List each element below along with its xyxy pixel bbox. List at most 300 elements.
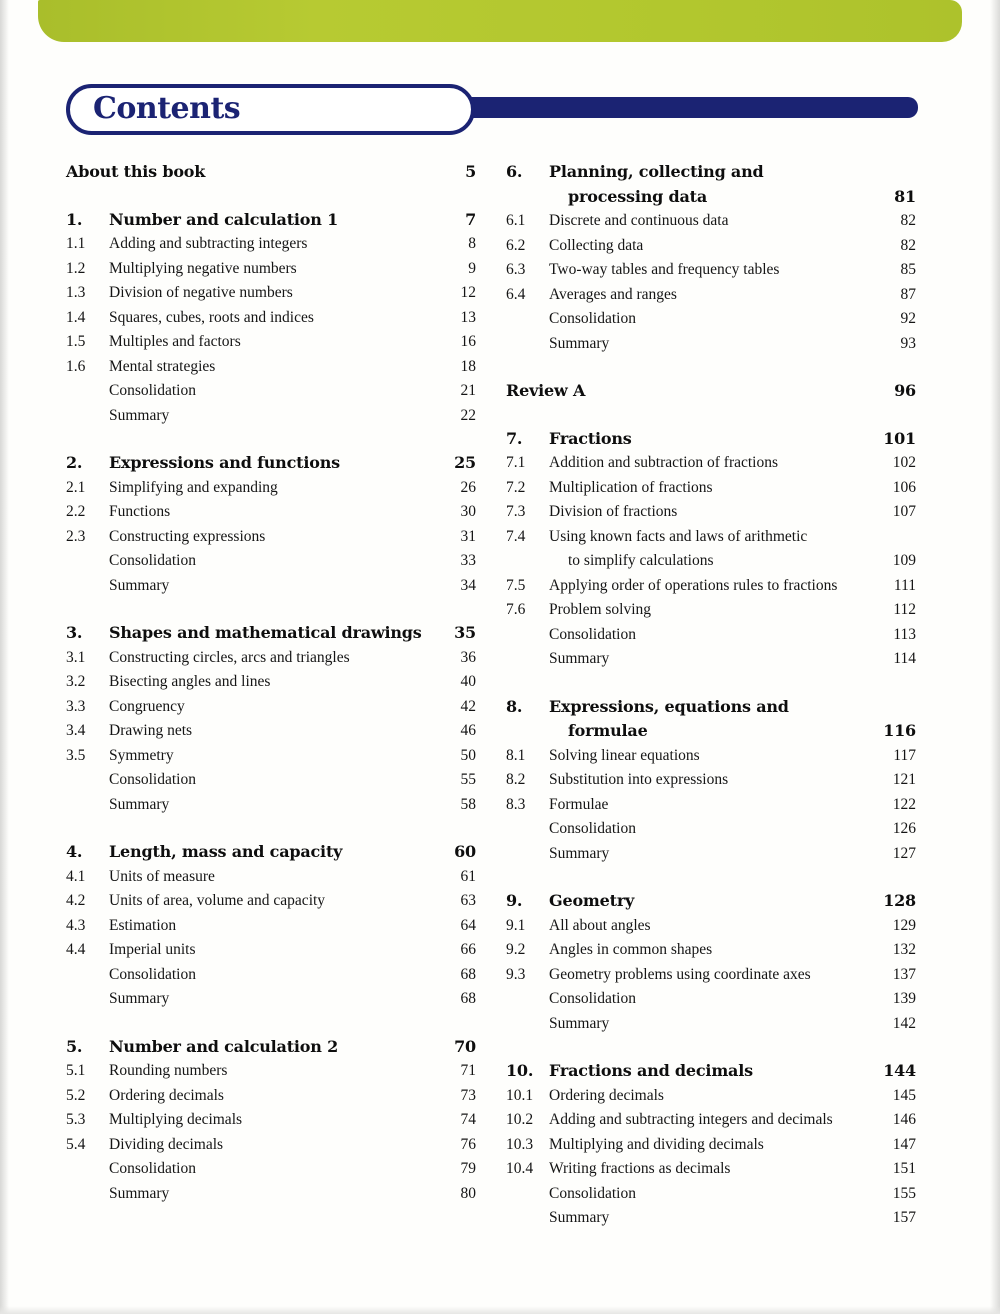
toc-section xyxy=(506,889,916,1036)
toc-item-row xyxy=(66,525,476,550)
entry-page-number: 144 xyxy=(883,1061,916,1080)
entry-title-line: Summary xyxy=(549,334,610,352)
toc-item-row xyxy=(506,525,916,574)
toc-item-row xyxy=(66,379,476,404)
entry-title-line: Review A xyxy=(506,381,586,400)
toc-item-row xyxy=(506,1108,916,1133)
entry-number: 5.3 xyxy=(66,1111,86,1128)
entry-title-line: Dividing decimals xyxy=(109,1135,224,1153)
entry-page-number: 109 xyxy=(892,552,916,569)
entry-page-number: 122 xyxy=(892,795,916,813)
entry-number: 1.5 xyxy=(66,333,86,350)
entry-title xyxy=(549,938,882,963)
entry-title-line: Ordering decimals xyxy=(109,1086,224,1104)
entry-title-line: Fractions and decimals xyxy=(549,1061,753,1080)
toc-chapter-row xyxy=(506,427,916,452)
entry-page-number: 63 xyxy=(460,892,476,909)
entry-number: 10.1 xyxy=(506,1086,534,1104)
entry-number: 3.5 xyxy=(66,746,86,764)
toc-column-right xyxy=(506,160,916,1231)
entry-title xyxy=(549,500,882,525)
entry-title xyxy=(109,525,442,550)
entry-page-number: 60 xyxy=(454,842,476,861)
toc-chapter-row xyxy=(66,840,476,865)
entry-title xyxy=(506,379,882,404)
title-rule xyxy=(430,97,918,118)
toc-item-row xyxy=(506,1206,916,1231)
entry-number: 1.6 xyxy=(66,357,86,375)
entry-number: 8. xyxy=(506,696,523,716)
entry-title-line: Adding and subtracting integers xyxy=(109,235,308,252)
toc-section xyxy=(506,160,916,356)
toc-item-row xyxy=(506,332,916,357)
toc-section xyxy=(66,208,476,429)
entry-title-line: Consolidation xyxy=(549,1184,636,1202)
entry-title-line: Collecting data xyxy=(549,236,644,254)
toc-item-row xyxy=(506,598,916,623)
entry-title xyxy=(549,793,882,818)
toc-chapter-row xyxy=(66,621,476,646)
entry-page-number: 55 xyxy=(460,771,476,788)
entry-number: 2.1 xyxy=(66,478,86,496)
entry-number: 7. xyxy=(506,428,523,448)
entry-page-number: 71 xyxy=(460,1062,476,1079)
entry-title-line: Summary xyxy=(109,576,170,594)
entry-title xyxy=(109,306,442,331)
toc-item-row xyxy=(506,283,916,308)
toc-item-row xyxy=(66,232,476,257)
entry-title xyxy=(109,404,442,429)
entry-page-number: 155 xyxy=(892,1184,916,1202)
entry-title-line: Fractions xyxy=(549,428,632,448)
entry-title-line: to simplify calculations xyxy=(568,552,714,569)
entry-title-line: Writing fractions as decimals xyxy=(549,1160,731,1177)
entry-page-number: 111 xyxy=(893,576,916,594)
toc-item-row xyxy=(66,1157,476,1182)
toc-item-row xyxy=(66,574,476,599)
entry-page-number: 18 xyxy=(460,357,476,375)
toc-section xyxy=(66,160,476,185)
entry-page-number: 96 xyxy=(894,381,916,400)
toc-item-row xyxy=(506,842,916,867)
entry-title xyxy=(109,938,442,963)
entry-page-number: 12 xyxy=(460,284,476,301)
entry-title-line: Consolidation xyxy=(549,625,636,643)
entry-title-line: Constructing expressions xyxy=(109,527,266,545)
toc-item-row xyxy=(66,1182,476,1207)
entry-title-line: Discrete and continuous data xyxy=(549,212,729,229)
entry-title-line: Summary xyxy=(549,1209,610,1226)
toc-item-row xyxy=(66,646,476,671)
toc-item-row xyxy=(506,938,916,963)
entry-number: 4.2 xyxy=(66,892,86,909)
entry-page-number: 26 xyxy=(460,478,476,496)
entry-title xyxy=(109,695,442,720)
entry-page-number: 82 xyxy=(900,236,916,254)
entry-title xyxy=(549,332,882,357)
toc-item-row xyxy=(66,670,476,695)
entry-title-line: Summary xyxy=(549,1014,610,1032)
entry-title xyxy=(109,744,442,769)
toc-chapter-row xyxy=(66,451,476,476)
entry-number: 10.4 xyxy=(506,1160,534,1177)
toc-item-row xyxy=(506,1157,916,1182)
toc-item-row xyxy=(506,1182,916,1207)
entry-title-line: Substitution into expressions xyxy=(549,771,729,788)
entry-title xyxy=(109,232,442,257)
entry-page-number: 114 xyxy=(893,650,916,667)
entry-title-line: All about angles xyxy=(549,916,651,934)
toc-item-row xyxy=(66,1133,476,1158)
header-banner xyxy=(38,0,962,42)
entry-title xyxy=(109,574,442,599)
entry-title xyxy=(549,963,882,988)
entry-title xyxy=(549,842,882,867)
entry-title-line: Consolidation xyxy=(109,965,196,983)
toc-item-row xyxy=(66,281,476,306)
entry-title-line: Angles in common shapes xyxy=(549,941,713,958)
entry-title-line: Ordering decimals xyxy=(549,1086,664,1104)
toc-item-row xyxy=(506,258,916,283)
entry-page-number: 137 xyxy=(892,965,916,983)
entry-number: 9. xyxy=(506,891,523,910)
toc-item-row xyxy=(66,719,476,744)
entry-page-number: 40 xyxy=(460,673,476,690)
entry-title xyxy=(549,476,882,501)
entry-title-line: Geometry xyxy=(549,891,635,910)
entry-page-number: 35 xyxy=(454,623,476,642)
entry-number: 7.5 xyxy=(506,576,526,594)
entry-title xyxy=(549,160,882,209)
entry-number: 6.1 xyxy=(506,212,526,229)
entry-title-line: Summary xyxy=(109,795,170,813)
entry-number: 9.2 xyxy=(506,941,526,958)
entry-number: 8.2 xyxy=(506,771,526,788)
entry-title-line: Rounding numbers xyxy=(109,1062,228,1079)
entry-title xyxy=(109,865,442,890)
entry-number: 7.4 xyxy=(506,527,526,545)
toc-item-row xyxy=(506,574,916,599)
entry-number: 4.4 xyxy=(66,941,86,958)
entry-page-number: 128 xyxy=(883,891,916,910)
toc-item-row xyxy=(66,500,476,525)
entry-page-number: 85 xyxy=(900,261,916,278)
entry-title xyxy=(549,889,882,914)
entry-page-number: 145 xyxy=(892,1086,916,1104)
entry-title-line: Division of negative numbers xyxy=(109,284,293,301)
toc-item-row xyxy=(66,695,476,720)
entry-page-number: 101 xyxy=(883,428,916,448)
toc-item-row xyxy=(66,793,476,818)
entry-title-line: Consolidation xyxy=(549,990,636,1007)
entry-number: 4. xyxy=(66,842,83,861)
entry-title xyxy=(109,670,442,695)
entry-title-line: Mental strategies xyxy=(109,357,216,375)
entry-title-line: Solving linear equations xyxy=(549,746,700,764)
entry-title-line: Multiples and factors xyxy=(109,333,241,350)
entry-number: 1. xyxy=(66,209,83,229)
entry-number: 6.3 xyxy=(506,261,526,278)
entry-number: 4.3 xyxy=(66,916,86,934)
entry-number: 3.3 xyxy=(66,697,86,715)
contents-title-box xyxy=(66,84,475,135)
entry-title-line: Addition and subtraction of fractions xyxy=(549,454,779,471)
entry-title xyxy=(66,160,442,185)
toc-item-row xyxy=(506,307,916,332)
entry-number: 6. xyxy=(506,162,523,181)
entry-page-number: 50 xyxy=(460,746,476,764)
toc-item-row xyxy=(506,987,916,1012)
entry-title xyxy=(109,1059,442,1084)
entry-title-line: Multiplying negative numbers xyxy=(109,259,297,277)
toc-item-row xyxy=(506,623,916,648)
page-title: Contents xyxy=(93,91,241,126)
entry-number: 3. xyxy=(66,623,83,642)
entry-title-line: Consolidation xyxy=(109,771,196,788)
entry-title xyxy=(109,768,442,793)
toc-item-row xyxy=(66,938,476,963)
entry-title xyxy=(549,623,882,648)
entry-title xyxy=(109,646,442,671)
entry-title xyxy=(549,451,882,476)
entry-page-number: 113 xyxy=(893,625,916,643)
entry-page-number: 22 xyxy=(460,406,476,424)
entry-title-line: Problem solving xyxy=(549,601,652,618)
entry-title xyxy=(109,719,442,744)
entry-title xyxy=(549,525,882,574)
entry-number: 6.4 xyxy=(506,285,526,303)
toc-item-row xyxy=(66,549,476,574)
entry-title xyxy=(109,889,442,914)
entry-page-number: 31 xyxy=(460,527,476,545)
entry-number: 7.6 xyxy=(506,601,526,618)
entry-title-line: Summary xyxy=(109,406,170,424)
entry-title xyxy=(549,768,882,793)
toc-section xyxy=(66,451,476,598)
entry-number: 5. xyxy=(66,1036,83,1056)
entry-title-line: Symmetry xyxy=(109,746,174,764)
toc-chapter-row xyxy=(66,208,476,233)
toc-section xyxy=(66,1035,476,1207)
toc-item-row xyxy=(506,209,916,234)
entry-title xyxy=(549,817,882,842)
scan-edge-bottom xyxy=(0,1306,1000,1314)
entry-title xyxy=(549,1059,882,1084)
entry-title-line: Functions xyxy=(109,503,171,520)
entry-title xyxy=(109,451,442,476)
toc-item-row xyxy=(506,744,916,769)
entry-number: 8.3 xyxy=(506,795,526,813)
entry-page-number: 25 xyxy=(454,453,476,472)
toc-section xyxy=(66,840,476,1012)
entry-title-line: Expressions, equations and xyxy=(549,696,789,716)
entry-page-number: 92 xyxy=(900,310,916,327)
entry-title-line: Shapes and mathematical drawings xyxy=(109,623,422,642)
entry-title-line: Number and calculation 1 xyxy=(109,209,338,229)
entry-title-line: Constructing circles, arcs and triangles xyxy=(109,648,350,666)
toc-section xyxy=(506,379,916,404)
entry-page-number: 30 xyxy=(460,503,476,520)
entry-page-number: 64 xyxy=(460,916,476,934)
entry-number: 1.4 xyxy=(66,308,86,326)
entry-title xyxy=(549,1012,882,1037)
entry-title-line: Congruency xyxy=(109,697,185,715)
entry-title xyxy=(549,1206,882,1231)
entry-page-number: 74 xyxy=(460,1111,476,1128)
entry-page-number: 107 xyxy=(892,503,916,520)
entry-title xyxy=(549,914,882,939)
entry-page-number: 102 xyxy=(892,454,916,471)
entry-title-line: Consolidation xyxy=(109,1160,196,1177)
entry-page-number: 21 xyxy=(460,382,476,399)
scan-edge-left xyxy=(0,0,9,1314)
entry-page-number: 126 xyxy=(892,820,916,837)
toc-item-row xyxy=(506,793,916,818)
entry-page-number: 34 xyxy=(460,576,476,594)
entry-title-line: Geometry problems using coordinate axes xyxy=(549,965,811,983)
entry-title xyxy=(109,500,442,525)
entry-page-number: 42 xyxy=(460,697,476,715)
entry-title xyxy=(109,330,442,355)
toc-item-row xyxy=(66,476,476,501)
toc-item-row xyxy=(66,257,476,282)
toc-item-row xyxy=(66,865,476,890)
entry-page-number: 139 xyxy=(892,990,916,1007)
entry-title xyxy=(549,427,882,452)
entry-number: 7.3 xyxy=(506,503,526,520)
entry-title-line: Simplifying and expanding xyxy=(109,478,278,496)
entry-page-number: 5 xyxy=(465,162,476,181)
entry-title xyxy=(549,258,882,283)
toc-item-row xyxy=(66,987,476,1012)
toc-item-row xyxy=(66,914,476,939)
entry-title xyxy=(549,234,882,259)
entry-number: 7.1 xyxy=(506,454,526,471)
toc-item-row xyxy=(506,963,916,988)
entry-title-line: formulae xyxy=(568,721,648,740)
entry-title-line: Bisecting angles and lines xyxy=(109,673,271,690)
entry-page-number: 36 xyxy=(460,648,476,666)
entry-page-number: 112 xyxy=(893,601,916,618)
entry-title xyxy=(549,574,882,599)
entry-title-line: Using known facts and laws of arithmetic xyxy=(549,527,808,545)
entry-title xyxy=(109,914,442,939)
entry-number: 5.4 xyxy=(66,1135,86,1153)
entry-page-number: 80 xyxy=(460,1184,476,1202)
entry-page-number: 151 xyxy=(892,1160,916,1177)
entry-page-number: 129 xyxy=(892,916,916,934)
entry-title xyxy=(109,840,442,865)
entry-title-line: Length, mass and capacity xyxy=(109,842,343,861)
entry-title xyxy=(549,1108,882,1133)
toc-chapter-row xyxy=(66,1035,476,1060)
entry-title-line: Two-way tables and frequency tables xyxy=(549,261,780,278)
entry-title-line: Applying order of operations rules to fractions xyxy=(549,576,838,594)
entry-number: 10.2 xyxy=(506,1111,534,1128)
toc-item-row xyxy=(506,500,916,525)
toc-item-row xyxy=(506,1084,916,1109)
toc-chapter-row xyxy=(506,160,916,209)
entry-page-number: 93 xyxy=(900,334,916,352)
entry-page-number: 13 xyxy=(460,308,476,326)
entry-title-line: Expressions and functions xyxy=(109,453,340,472)
entry-title-line: Units of area, volume and capacity xyxy=(109,892,326,909)
entry-title xyxy=(109,281,442,306)
entry-page-number: 61 xyxy=(460,867,476,885)
entry-page-number: 68 xyxy=(460,965,476,983)
entry-title xyxy=(549,695,882,744)
entry-title xyxy=(109,257,442,282)
entry-title xyxy=(109,1084,442,1109)
entry-page-number: 127 xyxy=(892,844,916,862)
entry-page-number: 33 xyxy=(460,552,476,569)
entry-number: 10.3 xyxy=(506,1135,534,1153)
entry-title-line: Squares, cubes, roots and indices xyxy=(109,308,314,326)
toc-item-row xyxy=(66,1084,476,1109)
entry-title-line: Number and calculation 2 xyxy=(109,1036,338,1056)
entry-page-number: 66 xyxy=(460,941,476,958)
toc-item-row xyxy=(66,1108,476,1133)
entry-title-line: Summary xyxy=(109,1184,170,1202)
entry-title-line: Summary xyxy=(549,844,610,862)
entry-title xyxy=(109,963,442,988)
toc-section xyxy=(66,621,476,817)
toc-item-row xyxy=(506,768,916,793)
entry-title xyxy=(109,621,442,646)
entry-title xyxy=(109,1133,442,1158)
entry-page-number: 79 xyxy=(460,1160,476,1177)
toc-columns xyxy=(66,160,916,1231)
entry-title xyxy=(109,476,442,501)
entry-page-number: 106 xyxy=(892,478,916,496)
entry-title xyxy=(549,744,882,769)
toc-item-row xyxy=(66,768,476,793)
entry-title-line: Multiplying decimals xyxy=(109,1111,243,1128)
entry-title xyxy=(109,355,442,380)
entry-title-line: Consolidation xyxy=(549,310,636,327)
entry-page-number: 157 xyxy=(892,1209,916,1226)
toc-item-row xyxy=(506,1133,916,1158)
entry-page-number: 70 xyxy=(454,1036,476,1056)
entry-page-number: 58 xyxy=(460,795,476,813)
entry-page-number: 146 xyxy=(892,1111,916,1128)
entry-title xyxy=(109,1108,442,1133)
toc-item-row xyxy=(66,889,476,914)
toc-item-row xyxy=(66,744,476,769)
entry-number: 2.2 xyxy=(66,503,86,520)
entry-title-line: Averages and ranges xyxy=(549,285,677,303)
entry-title xyxy=(549,598,882,623)
entry-title xyxy=(109,379,442,404)
entry-title-line: Adding and subtracting integers and decimals xyxy=(549,1111,833,1128)
entry-title-line: Estimation xyxy=(109,916,177,934)
entry-title-line: Consolidation xyxy=(109,552,196,569)
entry-title-line: Consolidation xyxy=(549,820,636,837)
toc-section xyxy=(506,1059,916,1231)
toc-item-row xyxy=(66,963,476,988)
entry-number: 1.3 xyxy=(66,284,86,301)
toc-item-row xyxy=(506,647,916,672)
toc-item-row xyxy=(506,476,916,501)
toc-item-row xyxy=(66,1059,476,1084)
entry-number: 2.3 xyxy=(66,527,86,545)
entry-number: 5.1 xyxy=(66,1062,86,1079)
toc-item-row xyxy=(66,355,476,380)
entry-number: 1.1 xyxy=(66,235,86,252)
toc-item-row xyxy=(66,306,476,331)
entry-title-line: Formulae xyxy=(549,795,609,813)
entry-title xyxy=(109,1182,442,1207)
